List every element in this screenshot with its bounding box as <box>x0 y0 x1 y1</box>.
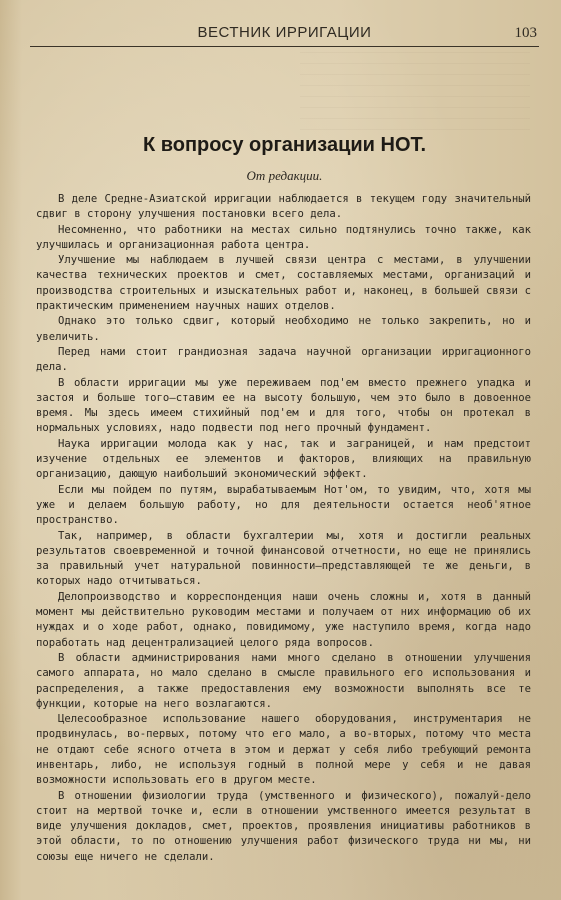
paragraph: Улучшение мы наблюдаем в лучшей связи центра с местами, в улучшении качества технических проектов и смет, составляемых местами, организаций и производства строительных и изыскательных работ и, наконец, в большей связи с практическим применением научных наших отделов. <box>36 254 531 313</box>
paragraph: Несомненно, что работники на местах сильно подтянулись точно также, как улучшилась и организационная работа центра. <box>36 223 531 251</box>
paragraph: В области ирригации мы уже переживаем под'ем вместо прежнего упадка и застоя и больше того—ставим ее на высоту большую, чем это было в довоенное время. Мы здесь имеем стихийный под'ем и для того, чтобы он протекал в нормальных условиях, надо подвести под него прочный фундамент. <box>36 376 531 435</box>
paragraph: Если мы пойдем по путям, вырабатываемым Нот'ом, то увидим, что, хотя мы уже и делаем большую работу, но для деятельности остается необ'ятное пространство. <box>36 483 531 527</box>
journal-title: ВЕСТНИК ИРРИГАЦИИ <box>197 24 372 41</box>
paragraph: В деле Средне-Азиатской ирригации наблюдается в текущем году значительный сдвиг в сторону улучшения постановки всего дела. <box>36 193 531 221</box>
paragraph: В отношении физиологии труда (умственного и физического), пожалуй-дело стоит на мертвой точке и, если в отношении умственного имеется результат в виде улучшения докладов, смет, проектов, проявления инициативы работников в этой области, то по отношению улучшения работ физического труда ни мы, ни союзы еще ничего не сделали. <box>36 789 531 863</box>
paragraph: В области администрирования нами много сделано в отношении улучшения самого аппарата, но мало сделано в смысле правильного его использования и распределения, а также предоставления ему возможности выполнять все те функции, которые на него возлагаются. <box>36 651 531 710</box>
paragraph: Однако это только сдвиг, который необходимо не только закрепить, но и увеличить. <box>36 315 531 343</box>
bleed-through-text <box>300 52 530 132</box>
paragraph: Перед нами стоит грандиозная задача научной организации ирригационного дела. <box>36 345 531 374</box>
article-byline: От редакции. <box>246 168 323 183</box>
running-header <box>30 22 539 47</box>
paragraph: Целесообразное использование нашего оборудования, инструментария не продвинулась, во-первых, потому что его мало, а во-вторых, потому что места не отдают себе ясного отчета в этом и держат у себя либо требующий ремонта инвентарь, либо, не используя годный в полной мере у себя и не давая возможности использовать его в другом месте. <box>36 713 531 787</box>
article-body <box>36 192 531 865</box>
article-title: К вопросу организации НОТ. <box>142 134 427 156</box>
page-number: 103 <box>514 25 537 41</box>
paragraph: Делопроизводство и корреспонденция наши очень сложны и, хотя в данный момент мы действительно руководим местами и получаем от них информацию об их нуждах и о ходе работ, однако, повидимому, уже наступило время, когда надо поработать над децентрализацией целого ряда вопросов. <box>36 590 531 649</box>
paragraph: Так, например, в области бухгалтерии мы, хотя и достигли реальных результатов своевременной и точной финансовой отчетности, но еще не принялись за правильный учет натуральной повинности—представляющей те же деньги, в которых надо отчитываться. <box>36 529 531 588</box>
paragraph: Наука ирригации молода как у нас, так и заграницей, и нам предстоит изучение отдельных ее элементов и факторов, влияющих на правильную организацию, дающую наибольший экономический эффект. <box>36 437 531 481</box>
